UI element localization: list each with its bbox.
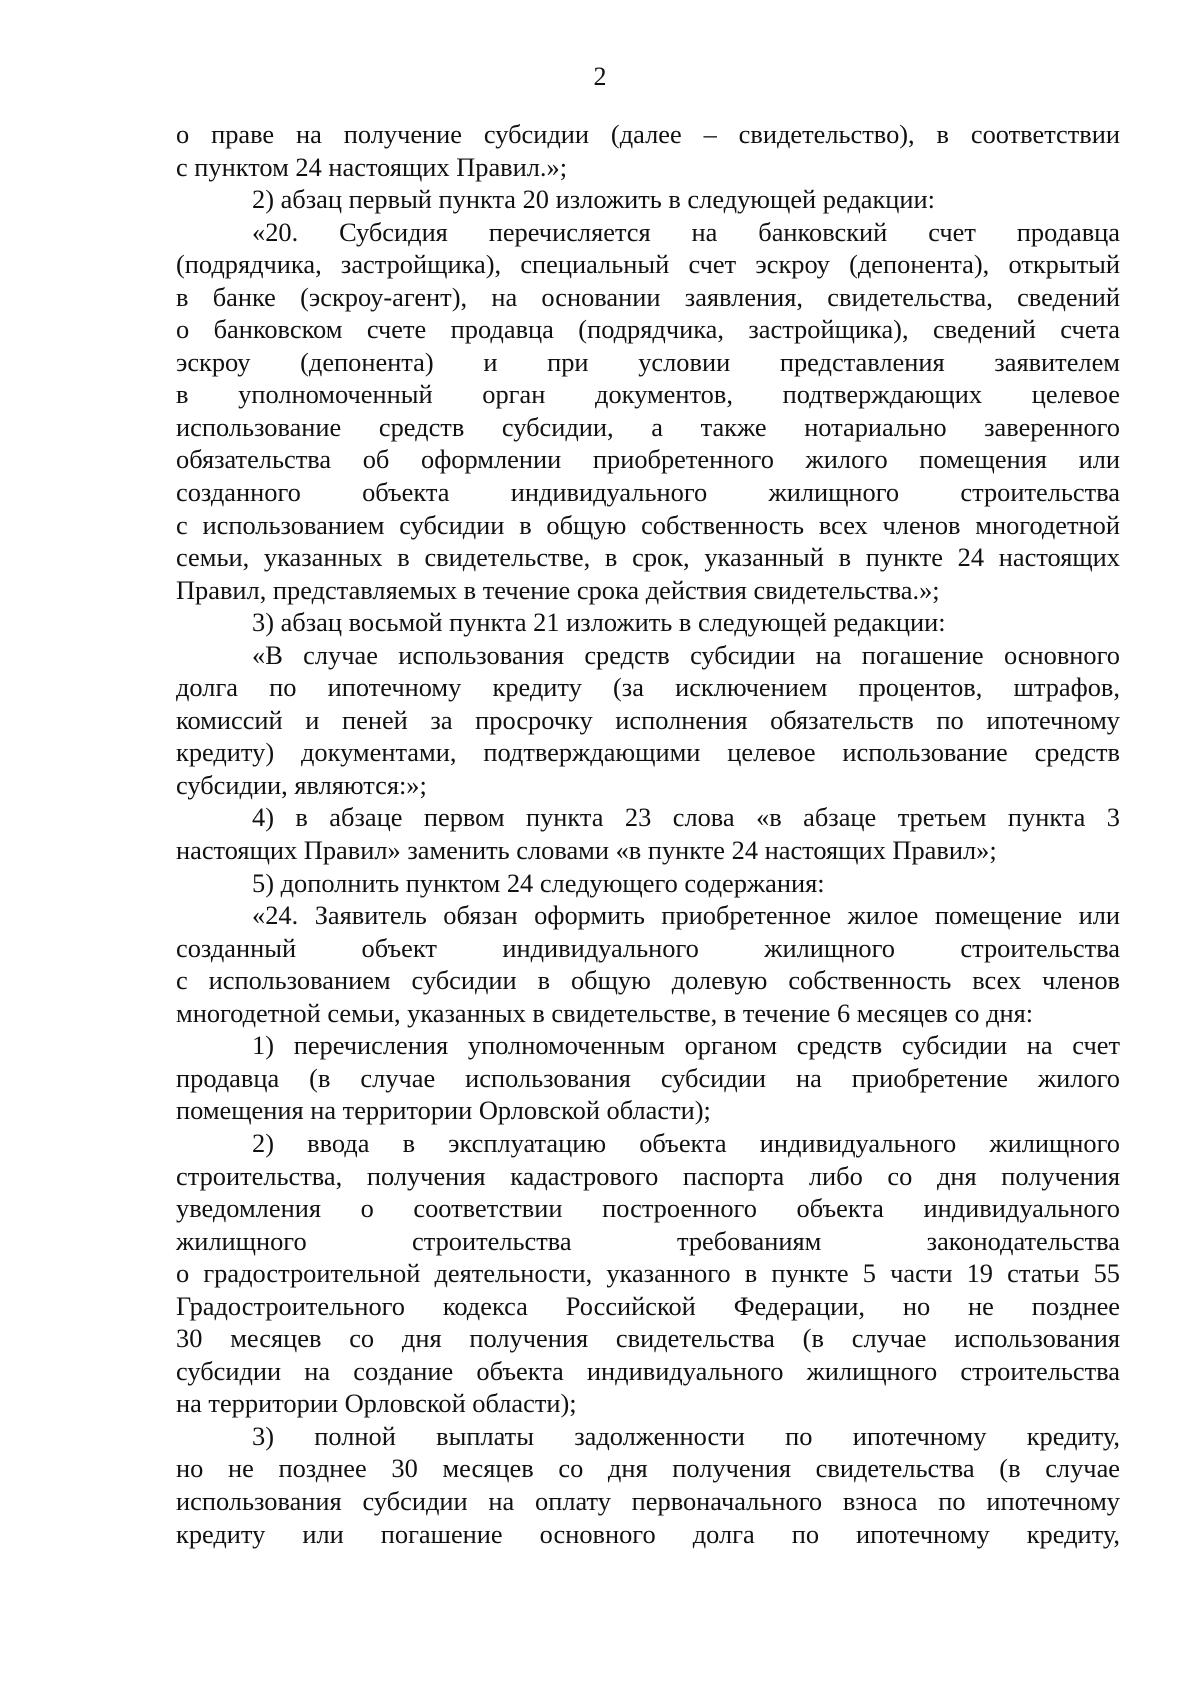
text-line: строительства, получения кадастрового паспорта либо со дня получения: [176, 1160, 1120, 1191]
text-line: жилищного строительства требованиям законодательства: [176, 1225, 1120, 1256]
text-line: на территории Орловской области);: [176, 1388, 577, 1419]
text-line: комиссий и пеней за просрочку исполнения обязательств по ипотечному: [176, 704, 1120, 735]
text-line: с использованием субсидии в общую долевую собственность всех членов: [176, 965, 1120, 996]
text-line: семьи, указанных в свидетельстве, в срок, указанный в пункте 24 настоящих: [176, 542, 1120, 573]
paragraph: [176, 216, 1120, 607]
document-body: [176, 118, 1120, 1550]
text-line: «24. Заявитель обязан оформить приобретенное жилое помещение или: [252, 900, 1120, 931]
text-line: о праве на получение субсидии (далее – свидетельство), в соответствии: [176, 119, 1120, 149]
text-line: в банке (эскроу-агент), на основании заявления, свидетельства, сведений: [176, 281, 1120, 312]
text-line: кредиту или погашение основного долга по ипотечному кредиту,: [176, 1518, 1120, 1549]
paragraph: [176, 118, 1120, 183]
paragraph: [176, 1029, 1120, 1127]
text-line: «В случае использования средств субсидии на погашение основного: [252, 639, 1120, 670]
text-line: с пунктом 24 настоящих Правил.»;: [176, 151, 568, 182]
text-line: Правил, представляемых в течение срока действия свидетельства.»;: [176, 574, 940, 605]
text-line: субсидии, являются:»;: [176, 769, 427, 800]
text-line: продавца (в случае использования субсидии на приобретение жилого: [176, 1062, 1120, 1093]
paragraph: [176, 1127, 1120, 1420]
text-line: настоящих Правил» заменить словами «в пункте 24 настоящих Правил»;: [176, 835, 997, 866]
text-line: субсидии на создание объекта индивидуального жилищного строительства: [176, 1355, 1120, 1386]
text-line: Градостроительного кодекса Российской Федерации, но не позднее: [176, 1290, 1120, 1321]
text-line: но не позднее 30 месяцев со дня получения свидетельства (в случае: [176, 1453, 1120, 1484]
text-line: использования субсидии на оплату первоначального взноса по ипотечному: [176, 1485, 1120, 1516]
paragraph: [176, 639, 1120, 802]
text-line: использование средств субсидии, а также нотариально заверенного: [176, 411, 1120, 442]
text-line: уведомления о соответствии построенного объекта индивидуального: [176, 1193, 1120, 1224]
text-line: 30 месяцев со дня получения свидетельства (в случае использования: [176, 1323, 1120, 1354]
text-line: 1) перечисления уполномоченным органом средств субсидии на счет: [252, 1030, 1120, 1061]
text-line: созданного объекта индивидуального жилищного строительства: [176, 477, 1120, 508]
text-line: (подрядчика, застройщика), специальный счет эскроу (депонента), открытый: [176, 249, 1120, 280]
text-line: о банковском счете продавца (подрядчика, застройщика), сведений счета: [176, 314, 1120, 345]
paragraph: [176, 606, 1120, 639]
text-line: «20. Субсидия перечисляется на банковский счет продавца: [252, 216, 1120, 247]
text-line: созданный объект индивидуального жилищного строительства: [176, 932, 1120, 963]
text-line: в уполномоченный орган документов, подтверждающих целевое: [176, 379, 1120, 410]
text-line: 5) дополнить пунктом 24 следующего содержания:: [252, 867, 825, 898]
text-line: многодетной семьи, указанных в свидетельстве, в течение 6 месяцев со дня:: [176, 997, 1034, 1028]
paragraph: [176, 1420, 1120, 1550]
page-number: 2: [593, 62, 607, 91]
paragraph: [176, 899, 1120, 1029]
paragraph: [176, 183, 1120, 216]
text-line: помещения на территории Орловской области);: [176, 1095, 711, 1126]
text-line: о градостроительной деятельности, указанного в пункте 5 части 19 статьи 55: [176, 1258, 1120, 1289]
text-line: кредиту) документами, подтверждающими целевое использование средств: [176, 737, 1120, 768]
text-line: 3) полной выплаты задолженности по ипотечному кредиту,: [252, 1420, 1120, 1451]
text-line: эскроу (депонента) и при условии представления заявителем: [176, 346, 1120, 377]
text-line: долга по ипотечному кредиту (за исключением процентов, штрафов,: [176, 672, 1120, 703]
paragraph: [176, 801, 1120, 866]
text-line: 2) абзац первый пункта 20 изложить в следующей редакции:: [252, 184, 935, 215]
text-line: с использованием субсидии в общую собственность всех членов многодетной: [176, 509, 1120, 540]
text-line: 2) ввода в эксплуатацию объекта индивидуального жилищного: [252, 1127, 1120, 1158]
paragraph: [176, 867, 1120, 900]
text-line: 4) в абзаце первом пункта 23 слова «в абзаце третьем пункта 3: [252, 802, 1120, 833]
text-line: 3) абзац восьмой пункта 21 изложить в следующей редакции:: [252, 607, 946, 638]
text-line: обязательства об оформлении приобретенного жилого помещения или: [176, 444, 1120, 475]
